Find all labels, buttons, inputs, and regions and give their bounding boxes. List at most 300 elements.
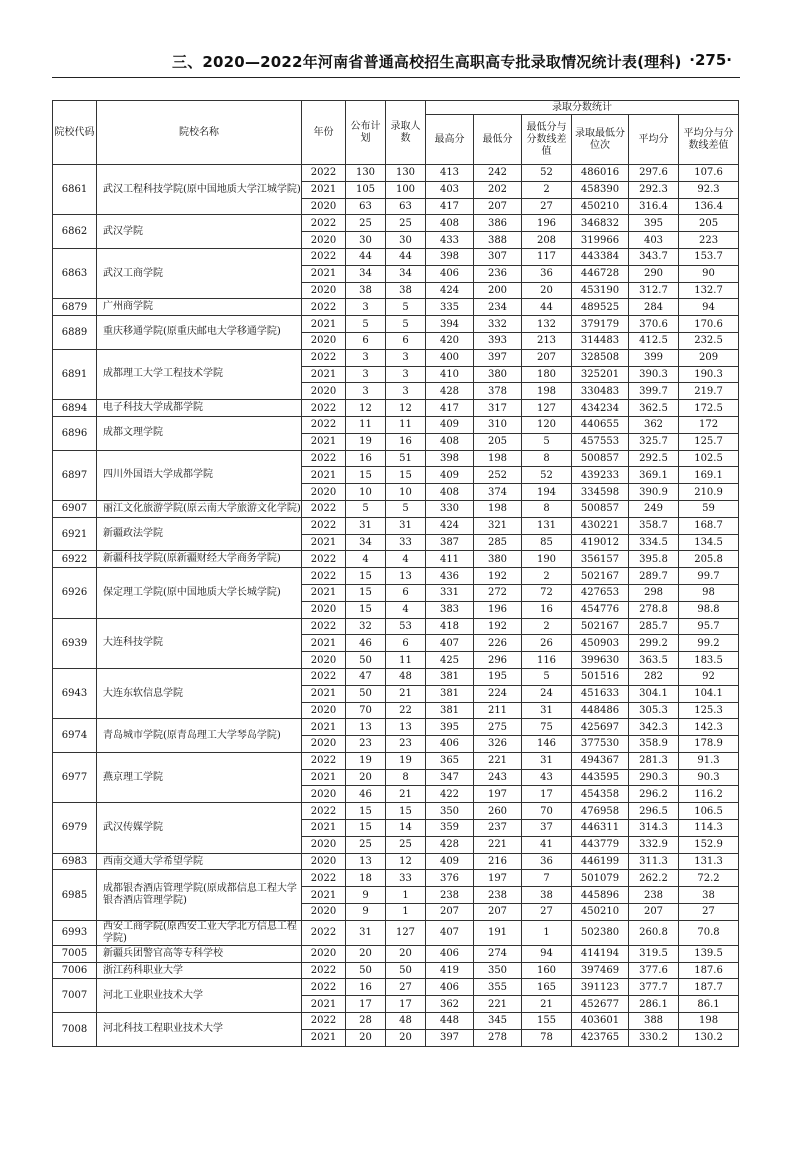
- cell-admitted: 10: [386, 484, 426, 501]
- cell-max: 376: [426, 870, 474, 887]
- cell-avg-diff: 102.5: [679, 450, 739, 467]
- cell-rank: 502167: [572, 568, 629, 585]
- cell-admitted: 25: [386, 836, 426, 853]
- cell-admitted: 63: [386, 198, 426, 215]
- cell-rank: 319966: [572, 232, 629, 249]
- school-code: 6889: [53, 316, 97, 350]
- cell-max: 420: [426, 332, 474, 349]
- school-code: 6993: [53, 920, 97, 945]
- cell-min-diff: 31: [522, 702, 572, 719]
- school-code: 6983: [53, 853, 97, 870]
- cell-admitted: 20: [386, 1029, 426, 1046]
- cell-avg-diff: 38: [679, 887, 739, 904]
- table-row: [53, 349, 739, 366]
- cell-avg: 330.2: [629, 1029, 679, 1046]
- school-code: 6979: [53, 803, 97, 853]
- school-name: 成都银杏酒店管理学院(原成都信息工程大学银杏酒店管理学院): [97, 870, 302, 920]
- cell-rank: 346832: [572, 215, 629, 232]
- cell-min: 285: [474, 534, 522, 551]
- cell-max: 411: [426, 551, 474, 568]
- cell-avg-diff: 169.1: [679, 467, 739, 484]
- cell-avg: 296.5: [629, 803, 679, 820]
- school-name: 武汉传媒学院: [97, 803, 302, 853]
- school-code: 6985: [53, 870, 97, 920]
- cell-avg-diff: 107.6: [679, 165, 739, 182]
- cell-max: 410: [426, 366, 474, 383]
- cell-max: 330: [426, 500, 474, 517]
- cell-admitted: 13: [386, 568, 426, 585]
- cell-admitted: 4: [386, 551, 426, 568]
- cell-year: 2022: [302, 979, 346, 996]
- col-avg-diff: 平均分与分数线差值: [679, 115, 739, 165]
- cell-min: 355: [474, 979, 522, 996]
- cell-max: 406: [426, 265, 474, 282]
- cell-admitted: 12: [386, 853, 426, 870]
- cell-max: 407: [426, 635, 474, 652]
- cell-admitted: 21: [386, 685, 426, 702]
- table-row: [53, 450, 739, 467]
- cell-admitted: 50: [386, 962, 426, 979]
- cell-avg: 289.7: [629, 568, 679, 585]
- cell-rank: 446311: [572, 820, 629, 837]
- cell-plan: 11: [346, 416, 386, 433]
- school-name: 武汉学院: [97, 215, 302, 249]
- cell-min: 321: [474, 517, 522, 534]
- cell-year: 2021: [302, 366, 346, 383]
- cell-min: 237: [474, 820, 522, 837]
- cell-admitted: 1: [386, 904, 426, 921]
- school-code: 6974: [53, 719, 97, 753]
- school-name: 浙江药科职业大学: [97, 962, 302, 979]
- cell-min: 275: [474, 719, 522, 736]
- cell-year: 2022: [302, 215, 346, 232]
- cell-avg-diff: 106.5: [679, 803, 739, 820]
- cell-avg-diff: 98.8: [679, 601, 739, 618]
- cell-avg: 249: [629, 500, 679, 517]
- cell-admitted: 11: [386, 652, 426, 669]
- cell-avg: 278.8: [629, 601, 679, 618]
- cell-avg: 399.7: [629, 383, 679, 400]
- cell-avg-diff: 136.4: [679, 198, 739, 215]
- table-row: [53, 165, 739, 182]
- cell-plan: 12: [346, 400, 386, 417]
- cell-year: 2020: [302, 332, 346, 349]
- table-row: [53, 962, 739, 979]
- school-name: 燕京理工学院: [97, 752, 302, 802]
- cell-avg-diff: 92: [679, 668, 739, 685]
- school-code: 6896: [53, 416, 97, 450]
- cell-avg-diff: 99.2: [679, 635, 739, 652]
- cell-min: 196: [474, 601, 522, 618]
- table-row: [53, 920, 739, 945]
- cell-max: 418: [426, 618, 474, 635]
- cell-plan: 25: [346, 836, 386, 853]
- cell-min-diff: 120: [522, 416, 572, 433]
- cell-avg-diff: 90.3: [679, 769, 739, 786]
- cell-avg-diff: 95.7: [679, 618, 739, 635]
- cell-avg: 286.1: [629, 996, 679, 1013]
- cell-avg: 334.5: [629, 534, 679, 551]
- cell-min: 207: [474, 904, 522, 921]
- cell-avg: 281.3: [629, 752, 679, 769]
- cell-plan: 46: [346, 786, 386, 803]
- cell-plan: 15: [346, 467, 386, 484]
- cell-avg: 297.6: [629, 165, 679, 182]
- cell-min: 310: [474, 416, 522, 433]
- cell-min-diff: 5: [522, 433, 572, 450]
- cell-rank: 450903: [572, 635, 629, 652]
- cell-plan: 16: [346, 979, 386, 996]
- cell-avg: 362: [629, 416, 679, 433]
- table-row: [53, 500, 739, 517]
- cell-admitted: 25: [386, 215, 426, 232]
- cell-year: 2021: [302, 181, 346, 198]
- cell-year: 2022: [302, 450, 346, 467]
- table-row: [53, 752, 739, 769]
- cell-plan: 16: [346, 450, 386, 467]
- cell-year: 2022: [302, 962, 346, 979]
- cell-min-diff: 16: [522, 601, 572, 618]
- cell-avg-diff: 187.7: [679, 979, 739, 996]
- school-code: 7007: [53, 979, 97, 1013]
- table-row: [53, 668, 739, 685]
- cell-year: 2021: [302, 635, 346, 652]
- cell-avg: 319.5: [629, 945, 679, 962]
- cell-admitted: 20: [386, 945, 426, 962]
- cell-min-diff: 2: [522, 618, 572, 635]
- cell-plan: 15: [346, 601, 386, 618]
- cell-max: 424: [426, 282, 474, 299]
- cell-avg-diff: 116.2: [679, 786, 739, 803]
- cell-avg: 390.9: [629, 484, 679, 501]
- cell-max: 397: [426, 1029, 474, 1046]
- cell-max: 403: [426, 181, 474, 198]
- table-row: [53, 719, 739, 736]
- cell-year: 2021: [302, 265, 346, 282]
- cell-year: 2020: [302, 383, 346, 400]
- cell-rank: 427653: [572, 584, 629, 601]
- school-name: 西南交通大学希望学院: [97, 853, 302, 870]
- cell-min-diff: 190: [522, 551, 572, 568]
- cell-plan: 15: [346, 803, 386, 820]
- cell-avg: 325.7: [629, 433, 679, 450]
- school-code: 6862: [53, 215, 97, 249]
- table-row: [53, 979, 739, 996]
- cell-year: 2022: [302, 920, 346, 945]
- cell-min-diff: 26: [522, 635, 572, 652]
- cell-year: 2022: [302, 803, 346, 820]
- cell-admitted: 15: [386, 467, 426, 484]
- cell-min-diff: 117: [522, 248, 572, 265]
- cell-admitted: 6: [386, 332, 426, 349]
- cell-plan: 19: [346, 752, 386, 769]
- cell-max: 365: [426, 752, 474, 769]
- admission-table: [52, 100, 739, 1047]
- cell-max: 428: [426, 836, 474, 853]
- col-admitted: 录取人数: [386, 101, 426, 165]
- cell-max: 409: [426, 853, 474, 870]
- table-row: [53, 517, 739, 534]
- cell-plan: 3: [346, 383, 386, 400]
- cell-rank: 397469: [572, 962, 629, 979]
- col-code: 院校代码: [53, 101, 97, 165]
- cell-min-diff: 196: [522, 215, 572, 232]
- cell-plan: 3: [346, 366, 386, 383]
- school-name: 新疆政法学院: [97, 517, 302, 551]
- cell-rank: 476958: [572, 803, 629, 820]
- cell-avg-diff: 114.3: [679, 820, 739, 837]
- cell-avg: 238: [629, 887, 679, 904]
- cell-rank: 425697: [572, 719, 629, 736]
- cell-admitted: 33: [386, 534, 426, 551]
- cell-min-diff: 2: [522, 181, 572, 198]
- cell-year: 2020: [302, 702, 346, 719]
- cell-admitted: 48: [386, 668, 426, 685]
- cell-avg-diff: 172.5: [679, 400, 739, 417]
- cell-max: 419: [426, 962, 474, 979]
- cell-rank: 440655: [572, 416, 629, 433]
- cell-avg: 314.3: [629, 820, 679, 837]
- cell-min-diff: 17: [522, 786, 572, 803]
- table-row: [53, 568, 739, 585]
- cell-year: 2021: [302, 534, 346, 551]
- cell-min-diff: 27: [522, 198, 572, 215]
- cell-avg: 399: [629, 349, 679, 366]
- cell-avg: 312.7: [629, 282, 679, 299]
- cell-plan: 105: [346, 181, 386, 198]
- cell-min: 191: [474, 920, 522, 945]
- cell-admitted: 3: [386, 366, 426, 383]
- cell-plan: 13: [346, 719, 386, 736]
- cell-admitted: 4: [386, 601, 426, 618]
- school-code: 6939: [53, 618, 97, 668]
- cell-plan: 31: [346, 517, 386, 534]
- cell-min-diff: 116: [522, 652, 572, 669]
- cell-min-diff: 44: [522, 299, 572, 316]
- cell-year: 2020: [302, 786, 346, 803]
- header-rule: [52, 77, 740, 78]
- cell-plan: 32: [346, 618, 386, 635]
- cell-avg: 395: [629, 215, 679, 232]
- cell-max: 433: [426, 232, 474, 249]
- cell-rank: 379179: [572, 316, 629, 333]
- cell-min: 272: [474, 584, 522, 601]
- school-code: 7005: [53, 945, 97, 962]
- cell-max: 383: [426, 601, 474, 618]
- cell-max: 409: [426, 416, 474, 433]
- cell-admitted: 5: [386, 500, 426, 517]
- cell-min-diff: 207: [522, 349, 572, 366]
- cell-min-diff: 52: [522, 467, 572, 484]
- cell-min: 386: [474, 215, 522, 232]
- cell-max: 398: [426, 450, 474, 467]
- school-code: 6977: [53, 752, 97, 802]
- cell-year: 2022: [302, 752, 346, 769]
- cell-avg: 412.5: [629, 332, 679, 349]
- cell-rank: 453190: [572, 282, 629, 299]
- cell-year: 2022: [302, 416, 346, 433]
- cell-avg: 403: [629, 232, 679, 249]
- cell-year: 2021: [302, 820, 346, 837]
- cell-rank: 458390: [572, 181, 629, 198]
- col-group-score-stats: 录取分数统计: [426, 101, 739, 115]
- cell-min: 278: [474, 1029, 522, 1046]
- cell-min: 378: [474, 383, 522, 400]
- cell-min-diff: 41: [522, 836, 572, 853]
- cell-min-diff: 38: [522, 887, 572, 904]
- cell-admitted: 48: [386, 1013, 426, 1030]
- cell-plan: 15: [346, 584, 386, 601]
- cell-plan: 34: [346, 534, 386, 551]
- cell-avg-diff: 152.9: [679, 836, 739, 853]
- cell-max: 408: [426, 215, 474, 232]
- cell-admitted: 5: [386, 299, 426, 316]
- table-row: [53, 215, 739, 232]
- cell-avg: 298: [629, 584, 679, 601]
- cell-max: 381: [426, 668, 474, 685]
- cell-plan: 18: [346, 870, 386, 887]
- cell-rank: 500857: [572, 450, 629, 467]
- table-row: [53, 870, 739, 887]
- cell-max: 417: [426, 400, 474, 417]
- cell-max: 359: [426, 820, 474, 837]
- cell-avg-diff: 205.8: [679, 551, 739, 568]
- school-name: 电子科技大学成都学院: [97, 400, 302, 417]
- page-number: ·275·: [689, 51, 732, 69]
- cell-min-diff: 8: [522, 450, 572, 467]
- cell-avg-diff: 99.7: [679, 568, 739, 585]
- cell-plan: 50: [346, 962, 386, 979]
- col-min: 最低分: [474, 115, 522, 165]
- cell-plan: 5: [346, 316, 386, 333]
- cell-min-diff: 52: [522, 165, 572, 182]
- cell-max: 413: [426, 165, 474, 182]
- cell-min-diff: 198: [522, 383, 572, 400]
- cell-plan: 63: [346, 198, 386, 215]
- school-code: 6861: [53, 165, 97, 215]
- cell-rank: 391123: [572, 979, 629, 996]
- cell-min-diff: 36: [522, 265, 572, 282]
- school-code: 6921: [53, 517, 97, 551]
- cell-year: 2021: [302, 433, 346, 450]
- cell-rank: 448486: [572, 702, 629, 719]
- col-rank: 录取最低分位次: [572, 115, 629, 165]
- school-code: 6891: [53, 349, 97, 399]
- cell-min-diff: 20: [522, 282, 572, 299]
- cell-admitted: 12: [386, 400, 426, 417]
- cell-min-diff: 21: [522, 996, 572, 1013]
- cell-min: 380: [474, 551, 522, 568]
- cell-avg: 207: [629, 904, 679, 921]
- cell-admitted: 11: [386, 416, 426, 433]
- cell-avg-diff: 98: [679, 584, 739, 601]
- cell-avg: 363.5: [629, 652, 679, 669]
- cell-max: 331: [426, 584, 474, 601]
- cell-avg-diff: 59: [679, 500, 739, 517]
- school-name: 重庆移通学院(原重庆邮电大学移通学院): [97, 316, 302, 350]
- cell-rank: 489525: [572, 299, 629, 316]
- cell-avg-diff: 223: [679, 232, 739, 249]
- cell-admitted: 30: [386, 232, 426, 249]
- cell-plan: 15: [346, 820, 386, 837]
- cell-min: 192: [474, 618, 522, 635]
- cell-rank: 403601: [572, 1013, 629, 1030]
- school-name: 丽江文化旅游学院(原云南大学旅游文化学院): [97, 500, 302, 517]
- cell-min-diff: 165: [522, 979, 572, 996]
- cell-rank: 502167: [572, 618, 629, 635]
- cell-year: 2020: [302, 736, 346, 753]
- cell-plan: 5: [346, 500, 386, 517]
- cell-rank: 494367: [572, 752, 629, 769]
- school-name: 河北工业职业技术大学: [97, 979, 302, 1013]
- cell-avg-diff: 198: [679, 1013, 739, 1030]
- cell-admitted: 13: [386, 719, 426, 736]
- cell-admitted: 16: [386, 433, 426, 450]
- cell-rank: 443384: [572, 248, 629, 265]
- school-code: 6879: [53, 299, 97, 316]
- cell-avg: 377.7: [629, 979, 679, 996]
- cell-min: 202: [474, 181, 522, 198]
- cell-plan: 13: [346, 853, 386, 870]
- cell-admitted: 22: [386, 702, 426, 719]
- cell-max: 425: [426, 652, 474, 669]
- cell-avg-diff: 190.3: [679, 366, 739, 383]
- table-row: [53, 618, 739, 635]
- cell-min-diff: 37: [522, 820, 572, 837]
- cell-min-diff: 27: [522, 904, 572, 921]
- cell-avg-diff: 104.1: [679, 685, 739, 702]
- cell-rank: 443779: [572, 836, 629, 853]
- cell-plan: 34: [346, 265, 386, 282]
- cell-year: 2021: [302, 996, 346, 1013]
- cell-min: 197: [474, 786, 522, 803]
- cell-year: 2020: [302, 945, 346, 962]
- cell-min-diff: 127: [522, 400, 572, 417]
- cell-avg: 282: [629, 668, 679, 685]
- cell-avg: 390.3: [629, 366, 679, 383]
- cell-max: 207: [426, 904, 474, 921]
- cell-min-diff: 194: [522, 484, 572, 501]
- cell-rank: 439233: [572, 467, 629, 484]
- cell-avg: 292.3: [629, 181, 679, 198]
- cell-rank: 451633: [572, 685, 629, 702]
- cell-avg: 290.3: [629, 769, 679, 786]
- cell-avg-diff: 86.1: [679, 996, 739, 1013]
- school-name: 新疆兵团警官高等专科学校: [97, 945, 302, 962]
- cell-min: 221: [474, 836, 522, 853]
- school-code: 6894: [53, 400, 97, 417]
- cell-max: 422: [426, 786, 474, 803]
- cell-min: 238: [474, 887, 522, 904]
- cell-min: 380: [474, 366, 522, 383]
- cell-plan: 130: [346, 165, 386, 182]
- cell-min-diff: 31: [522, 752, 572, 769]
- cell-year: 2020: [302, 282, 346, 299]
- cell-avg: 284: [629, 299, 679, 316]
- cell-max: 448: [426, 1013, 474, 1030]
- cell-min: 243: [474, 769, 522, 786]
- cell-avg-diff: 92.3: [679, 181, 739, 198]
- cell-year: 2021: [302, 769, 346, 786]
- school-name: 武汉工程科技学院(原中国地质大学江城学院): [97, 165, 302, 215]
- cell-min: 260: [474, 803, 522, 820]
- cell-rank: 443595: [572, 769, 629, 786]
- cell-avg: 369.1: [629, 467, 679, 484]
- cell-min: 198: [474, 500, 522, 517]
- cell-avg: 292.5: [629, 450, 679, 467]
- cell-year: 2022: [302, 500, 346, 517]
- cell-rank: 414194: [572, 945, 629, 962]
